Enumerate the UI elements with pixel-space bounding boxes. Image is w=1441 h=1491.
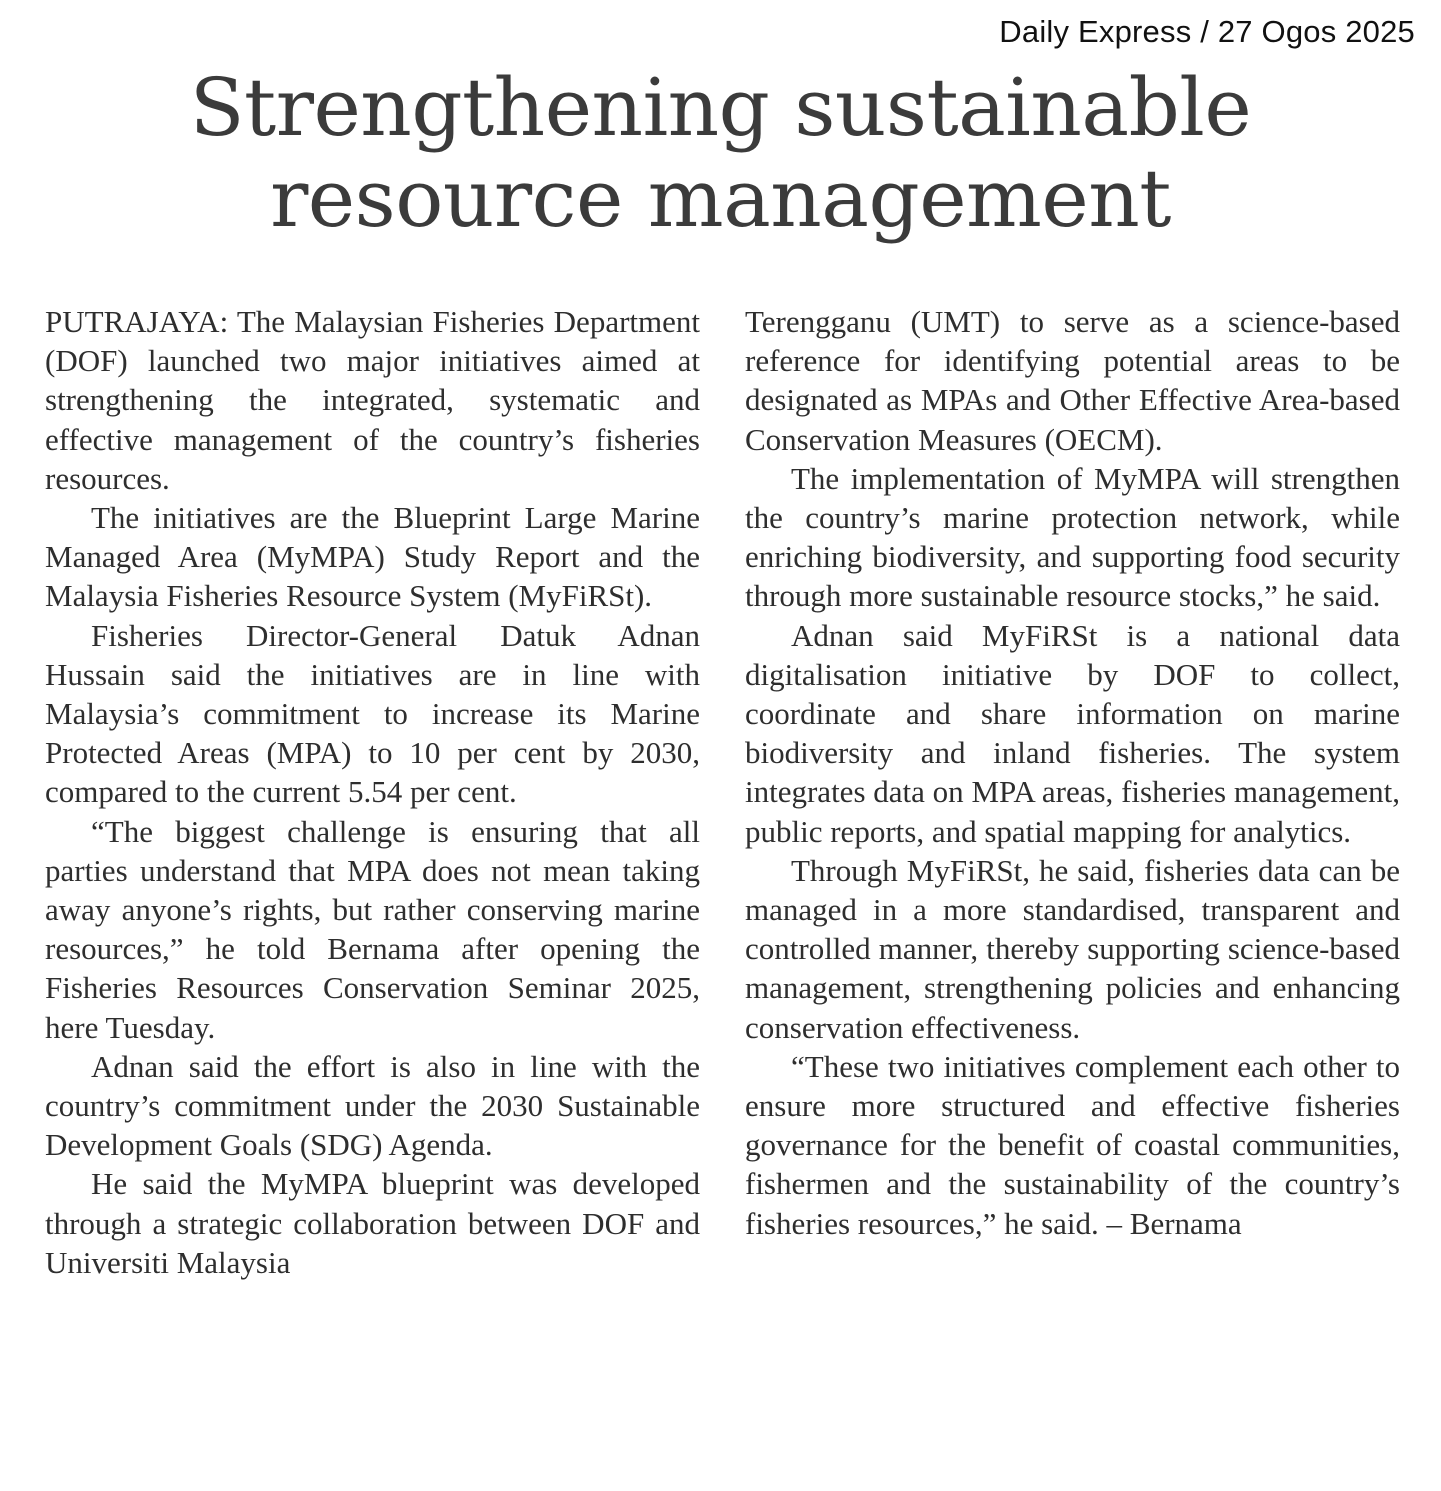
headline-line-1: Strengthening sustainable: [189, 61, 1252, 154]
paragraph: Adnan said MyFiRSt is a national data digitalisation initiative by DOF to collect, coordinate and share information on marine biodiversity and inland fisheries. The system integrates data on MPA areas, fisheries management, public reports, and spatial mapping for analytics.: [745, 617, 1400, 849]
paragraph: Fisheries Director-General Datuk Adnan Hussain said the initiatives are in line with Malaysia’s commitment to increase its Marine Protected Areas (MPA) to 10 per cent by 2030, compared to the current 5.54 per cent.: [45, 617, 700, 810]
paragraph: He said the MyMPA blueprint was developed through a strategic collaboration between DOF and Universiti Malaysia: [45, 1166, 700, 1280]
headline-line-2: resource management: [270, 152, 1171, 245]
paragraph: Terengganu (UMT) to serve as a science-based reference for identifying potential areas to be designated as MPAs and Other Effective Area-based Conservation Measures (OECM).: [745, 304, 1400, 457]
paragraph: Adnan said the effort is also in line with the country’s commitment under the 2030 Sustainable Development Goals (SDG) Agenda.: [45, 1048, 700, 1163]
publication-source: Daily Express / 27 Ogos 2025: [999, 14, 1415, 49]
paragraph: The implementation of MyMPA will strengthen the country’s marine protection network, while enriching biodiversity, and supporting food security through more sustainable resource stocks,” he said.: [745, 460, 1400, 614]
paragraph: “The biggest challenge is ensuring that all parties understand that MPA does not mean taking away anyone’s rights, but rather conserving marine resources,” he told Bernama after opening the Fisheries Resources Conservation Seminar 2025, here Tuesday.: [45, 813, 700, 1045]
paragraph: PUTRAJAYA: The Malaysian Fisheries Department (DOF) launched two major initiatives aimed at strengthening the integrated, systematic and effective management of the country’s fisheries resources.: [45, 304, 700, 496]
article-column-right: [745, 302, 1400, 1243]
paragraph: The initiatives are the Blueprint Large Marine Managed Area (MyMPA) Study Report and the Malaysia Fisheries Resource System (MyFiRSt).: [45, 500, 700, 614]
article-headline: [0, 62, 1441, 244]
article-column-left: [45, 302, 700, 1282]
paragraph: Through MyFiRSt, he said, fisheries data can be managed in a more standardised, transparent and controlled manner, thereby supporting science-based management, strengthening policies and enhancing conservation effectiveness.: [745, 852, 1400, 1045]
paragraph: “These two initiatives complement each other to ensure more structured and effective fisheries governance for the benefit of coastal communities, fishermen and the sustainability of the country’s fisheries resources,” he said. – Bernama: [745, 1048, 1400, 1241]
